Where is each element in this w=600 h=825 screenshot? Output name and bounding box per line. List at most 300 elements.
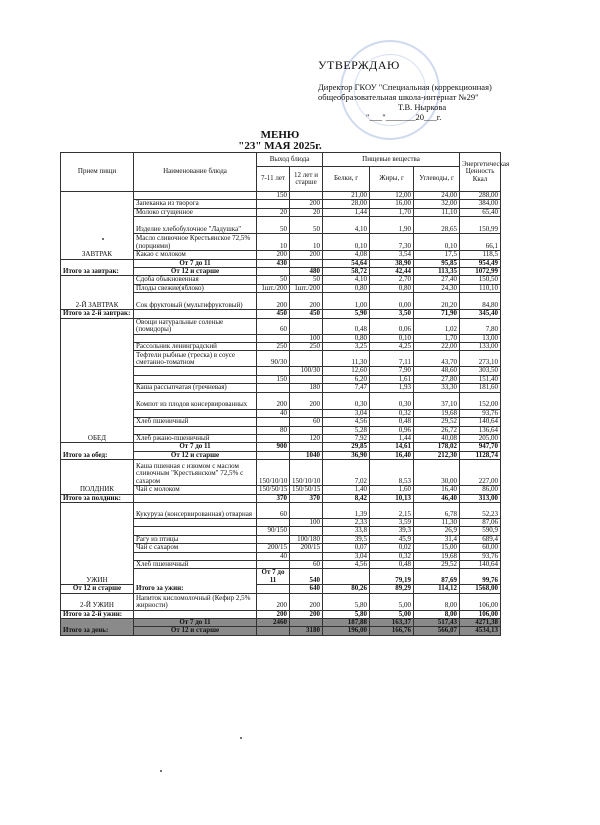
protein-value: 3,04 <box>323 409 370 417</box>
total-row <box>61 619 501 627</box>
protein-value: 11,30 <box>323 351 370 367</box>
yield-7-11 <box>257 627 290 635</box>
energy-value: 273,10 <box>460 351 501 367</box>
fat-value: 16,40 <box>370 451 414 459</box>
energy-value: 66,1 <box>460 234 501 251</box>
carb-value: 43,70 <box>414 351 460 367</box>
protein-value: 7,92 <box>323 434 370 442</box>
header-fat: Жиры, г <box>370 167 414 192</box>
fat-value: 1,44 <box>370 434 414 442</box>
yield-12: 370 <box>290 494 323 502</box>
protein-value: 5,80 <box>323 610 370 618</box>
carb-value: 27,80 <box>414 375 460 383</box>
yield-12: 200 <box>290 392 323 409</box>
protein-value: 1,39 <box>323 502 370 518</box>
carb-value: 31,4 <box>414 535 460 543</box>
carb-value: 71,90 <box>414 310 460 318</box>
yield-12: 1040 <box>290 451 323 459</box>
meal-name: 2-Й ЗАВТРАК <box>61 276 134 310</box>
dish-name: Рассольник ленинградский <box>134 343 257 351</box>
fat-value: 5,00 <box>370 610 414 618</box>
yield-7-11: 430 <box>257 259 290 267</box>
energy-value: 227,00 <box>460 460 501 486</box>
carb-value: 37,10 <box>414 392 460 409</box>
energy-value: 1568,00 <box>460 585 501 593</box>
yield-7-11: 10 <box>257 234 290 251</box>
yield-7-11: 200 <box>257 293 290 310</box>
approval-date: "___"_______20___г. <box>366 112 442 122</box>
dish-name <box>134 518 257 526</box>
fat-value: 16,00 <box>370 200 414 208</box>
energy-value: 106,00 <box>460 593 501 610</box>
protein-value: 0,80 <box>323 334 370 342</box>
menu-table <box>60 152 510 636</box>
header-age-7-11: 7-11 лет <box>257 167 290 192</box>
dish-name: Хлеб пшеничный <box>134 418 257 426</box>
yield-7-11: 200 <box>257 593 290 610</box>
energy-value: 384,00 <box>460 200 501 208</box>
yield-12: 3180 <box>290 627 323 635</box>
yield-7-11: 370 <box>257 494 290 502</box>
fat-value: 166,76 <box>370 627 414 635</box>
approval-line2: общеобразовательная школа-интернат №29" <box>318 92 479 102</box>
total-row <box>61 585 501 593</box>
yield-7-11: 150/50/15 <box>257 486 290 494</box>
yield-12: 1шт./200 <box>290 284 323 292</box>
carb-value: 95,85 <box>414 259 460 267</box>
yield-7-11: 20 <box>257 208 290 216</box>
protein-value: 6,20 <box>323 375 370 383</box>
fat-value: 7,30 <box>370 234 414 251</box>
energy-value: 52,23 <box>460 502 501 518</box>
carb-value: 11,30 <box>414 518 460 526</box>
carb-value: 48,60 <box>414 367 460 375</box>
energy-value: 136,64 <box>460 426 501 434</box>
protein-value: 1,40 <box>323 486 370 494</box>
yield-7-11: 450 <box>257 310 290 318</box>
protein-value: 36,90 <box>323 451 370 459</box>
protein-value: 3,25 <box>323 343 370 351</box>
dish-name: Хлеб пшеничный <box>134 560 257 568</box>
total-row <box>61 494 501 502</box>
approval-block <box>318 60 538 122</box>
header-meal: Прием пищи <box>61 153 134 192</box>
energy-value: 140,64 <box>460 560 501 568</box>
yield-7-11: 150/10/10 <box>257 460 290 486</box>
protein-value: 1,00 <box>323 293 370 310</box>
yield-12: 60 <box>290 418 323 426</box>
yield-7-11: 900 <box>257 443 290 451</box>
dish-name: От 7 до 11 <box>134 619 257 627</box>
scan-dot <box>160 770 162 772</box>
dish-name: Каша пшенная с изюмом с маслом сливочным "Крестьянском" 72,5% с сахаром <box>134 460 257 486</box>
energy-value: 13,00 <box>460 334 501 342</box>
yield-12: 50 <box>290 276 323 284</box>
dish-name: От 7 до 11 <box>134 259 257 267</box>
protein-value: 4,10 <box>323 276 370 284</box>
energy-value: 140,64 <box>460 418 501 426</box>
fat-value: 2,15 <box>370 502 414 518</box>
yield-12 <box>290 443 323 451</box>
dish-name: Масло сливочное Крестьянское 72,5% (порциями) <box>134 234 257 251</box>
carb-value: 40,08 <box>414 434 460 442</box>
protein-value: 187,88 <box>323 619 370 627</box>
fat-value: 0,80 <box>370 284 414 292</box>
fat-value: 3,54 <box>370 251 414 259</box>
carb-value: 517,43 <box>414 619 460 627</box>
yield-7-11 <box>257 418 290 426</box>
yield-7-11: 200/15 <box>257 544 290 552</box>
dish-name: Кукуруза (консервированная) отварная <box>134 502 257 518</box>
menu-row <box>61 192 501 200</box>
carb-value: 212,30 <box>414 451 460 459</box>
yield-7-11: 2460 <box>257 619 290 627</box>
yield-7-11: 200 <box>257 610 290 618</box>
carb-value: 20,20 <box>414 293 460 310</box>
carb-value: 28,65 <box>414 217 460 234</box>
dish-name: Сдоба обыкновенная <box>134 276 257 284</box>
yield-12: 200 <box>290 200 323 208</box>
energy-value: 689,4 <box>460 535 501 543</box>
carb-value: 1,70 <box>414 334 460 342</box>
carb-value: 113,35 <box>414 268 460 276</box>
header-age-12: 12 лет и старше <box>290 167 323 192</box>
fat-value: 89,29 <box>370 585 414 593</box>
total-label: Итого за ужин: <box>134 569 257 593</box>
yield-7-11: 90/150 <box>257 527 290 535</box>
protein-value: 29,85 <box>323 443 370 451</box>
yield-12: 200 <box>290 610 323 618</box>
carb-value: 19,68 <box>414 409 460 417</box>
menu-date: "23" МАЯ 2025г. <box>238 140 322 152</box>
meal-name: 2-Й УЖИН <box>61 593 134 610</box>
fat-value: 1,90 <box>370 217 414 234</box>
fat-value: 7,11 <box>370 351 414 367</box>
yield-12: 450 <box>290 310 323 318</box>
yield-7-11: 540 <box>290 569 323 585</box>
protein-value: 0,48 <box>323 318 370 334</box>
protein-value: 5,90 <box>323 310 370 318</box>
yield-7-11 <box>257 451 290 459</box>
yield-7-11: 50 <box>257 276 290 284</box>
scan-dot <box>240 737 242 739</box>
energy-value: 87,06 <box>460 518 501 526</box>
carb-value: 32,00 <box>414 200 460 208</box>
yield-7-11 <box>257 585 290 593</box>
dish-name: От 7 до 11 <box>134 443 257 451</box>
meal-name: ПОЛДНИК <box>61 460 134 494</box>
yield-12: 100 <box>290 334 323 342</box>
fat-value: 0,00 <box>370 293 414 310</box>
header-energy: Энергетическая Ценность Ккал <box>460 153 501 192</box>
total-label: Итого за завтрак: <box>61 259 134 276</box>
yield-12: 250 <box>290 343 323 351</box>
energy-value: 93,76 <box>460 552 501 560</box>
dish-name: Чай с сахаром <box>134 544 257 552</box>
menu-row <box>61 318 501 334</box>
approval-title: УТВЕРЖДАЮ <box>318 58 400 72</box>
energy-value: 106,00 <box>460 610 501 618</box>
energy-value: 345,40 <box>460 310 501 318</box>
fat-value: 0,06 <box>370 318 414 334</box>
carb-value: 1,02 <box>414 318 460 334</box>
dish-name <box>134 527 257 535</box>
protein-value: 4,56 <box>323 560 370 568</box>
yield-7-11 <box>257 384 290 392</box>
menu-row <box>61 502 501 518</box>
energy-value: 313,00 <box>460 494 501 502</box>
fat-value: 39,3 <box>370 527 414 535</box>
fat-value: 10,13 <box>370 494 414 502</box>
yield-12: 100/180 <box>290 535 323 543</box>
menu-title: МЕНЮ <box>260 129 300 141</box>
energy-value: 133,00 <box>460 343 501 351</box>
carb-value: 8,00 <box>414 593 460 610</box>
protein-value: 12,60 <box>323 367 370 375</box>
total-row <box>61 310 501 318</box>
energy-value: 590,9 <box>460 527 501 535</box>
carb-value: 6,78 <box>414 502 460 518</box>
protein-value: 0,07 <box>323 544 370 552</box>
carb-value: 0,10 <box>414 234 460 251</box>
carb-value: 19,68 <box>414 552 460 560</box>
yield-12 <box>290 351 323 367</box>
yield-12: 480 <box>290 268 323 276</box>
menu-row <box>61 593 501 610</box>
yield-7-11: 200 <box>257 251 290 259</box>
fat-value: 42,44 <box>370 268 414 276</box>
carb-value: 27,40 <box>414 276 460 284</box>
energy-value: 65,40 <box>460 208 501 216</box>
dish-name: Рагу из птицы <box>134 535 257 543</box>
yield-12 <box>323 569 370 585</box>
energy-value: 205,00 <box>460 434 501 442</box>
energy-value: 1072,99 <box>460 268 501 276</box>
protein-value: 79,19 <box>370 569 414 585</box>
fat-value: 0,32 <box>370 552 414 560</box>
yield-12: 150/10/10 <box>290 460 323 486</box>
carb-value: 178,02 <box>414 443 460 451</box>
protein-value: 196,00 <box>323 627 370 635</box>
dish-name: От 12 и старше <box>134 268 257 276</box>
fat-value: 45,9 <box>370 535 414 543</box>
protein-value: 0,80 <box>323 284 370 292</box>
carb-value: 15,00 <box>414 544 460 552</box>
fat-value: 38,90 <box>370 259 414 267</box>
total-label: Итого за день: <box>61 619 134 636</box>
fat-value: 14,61 <box>370 443 414 451</box>
approval-signer: Т.В. Ныркова <box>398 102 447 112</box>
total-label: Итого за полдник: <box>61 494 134 502</box>
header-nutrients: Пищевые вещества <box>323 153 460 167</box>
carb-value: 99,76 <box>460 569 501 585</box>
carb-value: 29,52 <box>414 560 460 568</box>
carb-value: 26,9 <box>414 527 460 535</box>
yield-12: 200/15 <box>290 544 323 552</box>
protein-value: 8,42 <box>323 494 370 502</box>
header-carb: Углеводы, г <box>414 167 460 192</box>
energy-value: 4534,13 <box>460 627 501 635</box>
yield-12: 100 <box>290 518 323 526</box>
energy-value: 152,00 <box>460 392 501 409</box>
total-label: Итого за обед: <box>61 443 134 460</box>
scan-dot <box>102 238 104 240</box>
dish-name: Компот из плодов консервированных <box>134 392 257 409</box>
protein-value: 21,00 <box>323 192 370 200</box>
energy-value: 1128,74 <box>460 451 501 459</box>
yield-12: 640 <box>290 585 323 593</box>
yield-7-11: 60 <box>257 502 290 518</box>
header-protein: Белки, г <box>323 167 370 192</box>
energy-value: 93,76 <box>460 409 501 417</box>
carb-value: 114,12 <box>414 585 460 593</box>
dish-name: Тефтели рыбные (треска) в соусе сметанно-томатном <box>134 351 257 367</box>
yield-7-11: 200 <box>257 392 290 409</box>
yield-7-11: 150 <box>257 192 290 200</box>
yield-7-11: 90/30 <box>257 351 290 367</box>
yield-12: 200 <box>290 251 323 259</box>
carb-value: 24,30 <box>414 284 460 292</box>
carb-value: 30,00 <box>414 460 460 486</box>
energy-value: 84,80 <box>460 293 501 310</box>
yield-12: 120 <box>290 434 323 442</box>
protein-value: 2,33 <box>323 518 370 526</box>
yield-12: 60 <box>290 560 323 568</box>
fat-value: 0,02 <box>370 544 414 552</box>
dish-name: Плоды свежие(яблоко) <box>134 284 257 292</box>
carb-value: 33,30 <box>414 384 460 392</box>
dish-name: Сок фруктовый (мультифруктовый) <box>134 293 257 310</box>
yield-7-11: 60 <box>257 318 290 334</box>
dish-name: Изделие хлебобулочное "Ладушка" <box>134 217 257 234</box>
carb-value: 16,40 <box>414 486 460 494</box>
fat-value: 7,90 <box>370 367 414 375</box>
total-row <box>61 443 501 451</box>
carb-value: 8,00 <box>414 610 460 618</box>
fat-value: 4,25 <box>370 343 414 351</box>
protein-value: 0,10 <box>323 234 370 251</box>
yield-7-11: 50 <box>257 217 290 234</box>
carb-value: 17,5 <box>414 251 460 259</box>
carb-value: 29,52 <box>414 418 460 426</box>
carb-value: 566,07 <box>414 627 460 635</box>
total-label: Итого за 2-й ужин: <box>61 610 134 618</box>
carb-value: 22,00 <box>414 343 460 351</box>
fat-value: 3,59 <box>370 518 414 526</box>
protein-value: 0,30 <box>323 392 370 409</box>
energy-value: 118,5 <box>460 251 501 259</box>
meal-name: ОБЕД <box>61 318 134 443</box>
energy-value: 4271,38 <box>460 619 501 627</box>
fat-value: 87,69 <box>414 569 460 585</box>
dish-name: Какао с молоком <box>134 251 257 259</box>
energy-value: 60,00 <box>460 544 501 552</box>
protein-value: 80,26 <box>323 585 370 593</box>
fat-value: 163,37 <box>370 619 414 627</box>
menu-row <box>61 460 501 486</box>
energy-value: 947,70 <box>460 443 501 451</box>
dish-name: От 12 и старше <box>61 585 134 593</box>
fat-value: 0,32 <box>370 409 414 417</box>
energy-value: 303,50 <box>460 367 501 375</box>
yield-12: 200 <box>290 293 323 310</box>
yield-12 <box>290 502 323 518</box>
fat-value: 3,50 <box>370 310 414 318</box>
dish-name: Каша рассыпчатая (гречневая) <box>134 384 257 392</box>
carb-value: 46,40 <box>414 494 460 502</box>
energy-value: 181,60 <box>460 384 501 392</box>
fat-value: 1,70 <box>370 208 414 216</box>
energy-value: 151,40 <box>460 375 501 383</box>
header-dish: Наименование блюда <box>134 153 257 192</box>
yield-12: 50 <box>290 217 323 234</box>
protein-value: 3,04 <box>323 552 370 560</box>
header-yield: Выход блюда <box>257 153 323 167</box>
fat-value: 12,00 <box>370 192 414 200</box>
protein-value: 4,08 <box>323 251 370 259</box>
carb-value: 11,10 <box>414 208 460 216</box>
yield-7-11: 40 <box>257 552 290 560</box>
fat-value: 0,48 <box>370 560 414 568</box>
yield-7-11: 1шт./200 <box>257 284 290 292</box>
dish-name: Чай с молоком <box>134 486 257 494</box>
yield-12: 100/30 <box>290 367 323 375</box>
dish-name: Запеканка из творога <box>134 200 257 208</box>
yield-7-11: 40 <box>257 409 290 417</box>
fat-value: 2,70 <box>370 276 414 284</box>
protein-value: 4,10 <box>323 217 370 234</box>
energy-value: 86,00 <box>460 486 501 494</box>
protein-value: 7,02 <box>323 460 370 486</box>
protein-value: 1,44 <box>323 208 370 216</box>
meal-name: УЖИН <box>61 502 134 584</box>
yield-7-11: 250 <box>257 343 290 351</box>
dish-name: От 12 и старше <box>134 451 257 459</box>
energy-value: 110,10 <box>460 284 501 292</box>
protein-value: 4,56 <box>323 418 370 426</box>
fat-value: 1,93 <box>370 384 414 392</box>
fat-value: 1,60 <box>370 486 414 494</box>
approval-line1: Директор ГКОУ "Специальная (коррекционная) <box>318 82 492 92</box>
dish-name <box>134 494 257 502</box>
dish-name: Молоко сгущенное <box>134 208 257 216</box>
dish-name: Овощи натуральные соленые (помидоры) <box>134 318 257 334</box>
total-label: Итого за 2-й завтрак: <box>61 310 134 318</box>
fat-value: 0,30 <box>370 392 414 409</box>
energy-value: 954,49 <box>460 259 501 267</box>
meal-name: ЗАВТРАК <box>61 192 134 260</box>
fat-value: 8,53 <box>370 460 414 486</box>
dish-name: От 7 до 11 <box>257 569 290 585</box>
energy-value: 150,50 <box>460 276 501 284</box>
yield-7-11: 150 <box>257 375 290 383</box>
protein-value: 7,47 <box>323 384 370 392</box>
protein-value: 54,64 <box>323 259 370 267</box>
energy-value: 288,00 <box>460 192 501 200</box>
yield-12: 180 <box>290 384 323 392</box>
dish-name <box>134 367 257 375</box>
yield-12: 10 <box>290 234 323 251</box>
dish-name <box>134 310 257 318</box>
energy-value: 150,99 <box>460 217 501 234</box>
dish-name: Хлеб ржано-пшеничный <box>134 434 257 442</box>
yield-12 <box>290 318 323 334</box>
carb-value: 26,72 <box>414 426 460 434</box>
fat-value: 1,61 <box>370 375 414 383</box>
yield-12: 200 <box>290 593 323 610</box>
yield-12 <box>290 527 323 535</box>
fat-value: 0,10 <box>370 334 414 342</box>
